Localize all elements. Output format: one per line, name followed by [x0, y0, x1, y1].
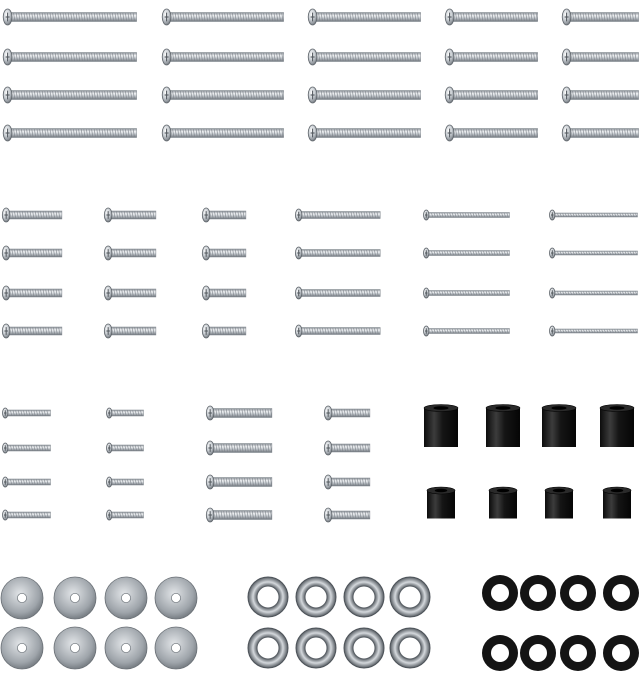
machine-screw: [202, 324, 246, 338]
metal-ring: [390, 577, 430, 617]
rubber-ring: [603, 575, 639, 611]
machine-screw: [3, 49, 136, 65]
flat-washer: [105, 627, 147, 669]
metal-ring: [296, 628, 336, 668]
rubber-hole: [569, 644, 587, 662]
ring-hole: [353, 586, 375, 608]
machine-screw: [308, 87, 420, 103]
rubber-ring: [520, 575, 556, 611]
rubber-ring: [560, 635, 596, 671]
rubber-hole: [491, 584, 509, 602]
spacer-body: [486, 408, 520, 447]
ring-hole: [257, 586, 279, 608]
machine-screw: [308, 49, 420, 65]
machine-screw: [424, 326, 510, 336]
machine-screw: [550, 288, 638, 298]
machine-screw: [445, 125, 537, 141]
screw-shank: [208, 289, 246, 297]
spacer-hole: [553, 489, 565, 493]
machine-screw: [107, 443, 144, 453]
metal-ring: [296, 577, 336, 617]
machine-screw: [202, 286, 246, 300]
metal-ring: [344, 628, 384, 668]
ring-hole: [353, 637, 375, 659]
machine-screw: [295, 247, 380, 259]
machine-screw: [107, 477, 144, 487]
black-spacer: [427, 487, 455, 519]
rubber-hole: [612, 584, 630, 602]
machine-screw: [104, 208, 156, 222]
flat-washer: [1, 627, 43, 669]
black-spacer: [600, 405, 634, 448]
flat-washer: [155, 577, 197, 619]
spacer-body: [427, 491, 455, 519]
spacer-hole: [495, 406, 510, 410]
machine-screw: [162, 125, 283, 141]
machine-screw: [104, 286, 156, 300]
machine-screw: [107, 510, 144, 520]
washer-hole: [17, 593, 26, 602]
spacer-body: [424, 408, 458, 447]
washer-hole: [70, 643, 79, 652]
rubber-hole: [491, 644, 509, 662]
spacer-hole: [551, 406, 566, 410]
black-spacer: [489, 487, 517, 519]
ring-hole: [399, 637, 421, 659]
machine-screw: [3, 477, 51, 487]
machine-screw: [202, 246, 246, 260]
rubber-ring: [603, 635, 639, 671]
machine-screw: [424, 248, 510, 258]
rubber-hole: [569, 584, 587, 602]
spacer-hole: [433, 406, 448, 410]
rubber-ring: [560, 575, 596, 611]
machine-screw: [3, 125, 136, 141]
machine-screw: [162, 49, 283, 65]
machine-screw: [550, 248, 638, 258]
machine-screw: [206, 475, 272, 489]
machine-screw: [206, 441, 272, 455]
machine-screw: [2, 324, 62, 338]
ring-hole: [257, 637, 279, 659]
spacer-hole: [497, 489, 509, 493]
machine-screw: [3, 87, 136, 103]
flat-washer: [1, 577, 43, 619]
machine-screw: [3, 9, 136, 25]
machine-screw: [162, 9, 283, 25]
machine-screw: [202, 208, 246, 222]
washer-hole: [171, 643, 180, 652]
rubber-ring: [482, 575, 518, 611]
machine-screw: [445, 49, 537, 65]
metal-ring: [248, 577, 288, 617]
rubber-hole: [612, 644, 630, 662]
flat-washer: [54, 577, 96, 619]
machine-screw: [104, 246, 156, 260]
spacer-body: [600, 408, 634, 447]
metal-ring: [344, 577, 384, 617]
washer-hole: [70, 593, 79, 602]
machine-screw: [550, 326, 638, 336]
machine-screw: [3, 510, 51, 520]
metal-ring: [248, 628, 288, 668]
rubber-ring: [520, 635, 556, 671]
machine-screw: [550, 210, 638, 220]
machine-screw: [295, 325, 380, 337]
machine-screw: [3, 443, 51, 453]
washer-hole: [171, 593, 180, 602]
spacer-body: [545, 491, 573, 519]
machine-screw: [562, 49, 638, 65]
machine-screw: [562, 87, 638, 103]
spacer-body: [603, 491, 631, 519]
spacer-body: [489, 491, 517, 519]
rubber-hole: [529, 644, 547, 662]
screw-shank: [208, 327, 246, 335]
ring-hole: [399, 586, 421, 608]
black-spacer: [542, 405, 576, 448]
washer-hole: [121, 643, 130, 652]
machine-screw: [308, 9, 420, 25]
spacer-hole: [435, 489, 447, 493]
machine-screw: [295, 287, 380, 299]
black-spacer: [486, 405, 520, 448]
spacer-hole: [611, 489, 623, 493]
rubber-ring: [482, 635, 518, 671]
machine-screw: [324, 475, 370, 489]
flat-washer: [54, 627, 96, 669]
machine-screw: [295, 209, 380, 221]
machine-screw: [162, 87, 283, 103]
machine-screw: [104, 324, 156, 338]
machine-screw: [445, 9, 537, 25]
flat-washer: [105, 577, 147, 619]
machine-screw: [206, 508, 272, 522]
machine-screw: [3, 408, 51, 418]
screw-shank: [208, 211, 246, 219]
machine-screw: [424, 210, 510, 220]
flat-washer: [155, 627, 197, 669]
machine-screw: [424, 288, 510, 298]
machine-screw: [324, 441, 370, 455]
machine-screw: [445, 87, 537, 103]
machine-screw: [2, 246, 62, 260]
washer-hole: [121, 593, 130, 602]
ring-hole: [305, 586, 327, 608]
spacer-body: [542, 408, 576, 447]
machine-screw: [308, 125, 420, 141]
machine-screw: [562, 125, 638, 141]
washer-hole: [17, 643, 26, 652]
rubber-hole: [529, 584, 547, 602]
machine-screw: [2, 286, 62, 300]
machine-screw: [2, 208, 62, 222]
machine-screw: [206, 406, 272, 420]
machine-screw: [107, 408, 144, 418]
black-spacer: [424, 405, 458, 448]
ring-hole: [305, 637, 327, 659]
machine-screw: [562, 9, 638, 25]
black-spacer: [603, 487, 631, 519]
screw-shank: [208, 249, 246, 257]
machine-screw: [324, 508, 370, 522]
machine-screw: [324, 406, 370, 420]
black-spacer: [545, 487, 573, 519]
spacer-hole: [609, 406, 624, 410]
metal-ring: [390, 628, 430, 668]
